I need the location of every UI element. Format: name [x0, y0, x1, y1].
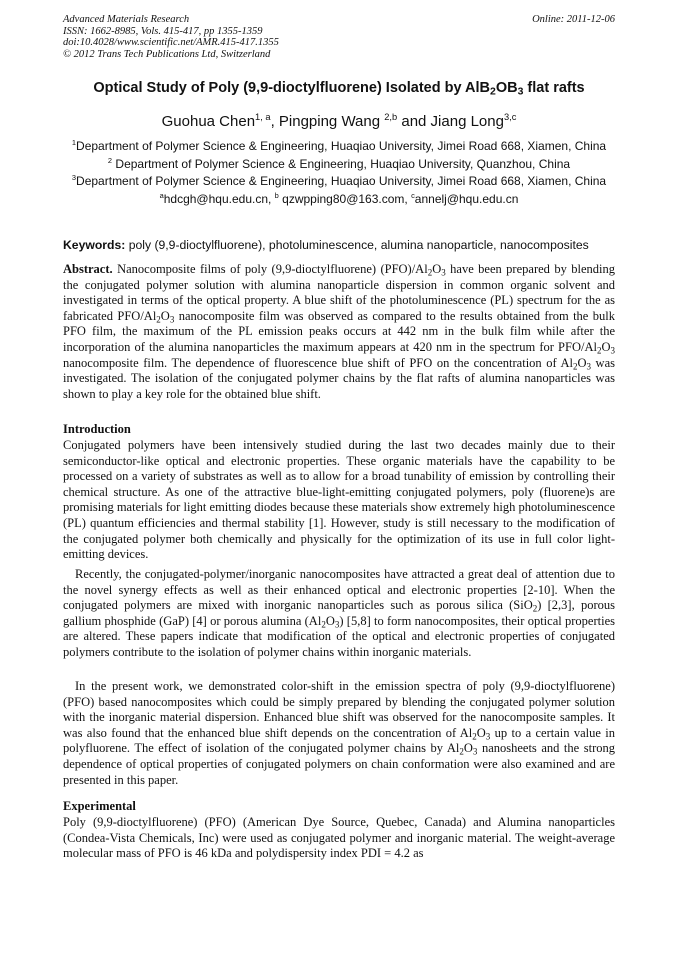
journal-header [63, 14, 615, 60]
affiliation-1: $^1$Department of Polymer Science & Engineering, Huaqiao University, Jimei Road 668, Xiamen, China [71, 138, 607, 153]
paper-title: Optical Study of Poly (9,9-dioctylfluorene) Isolated by $AlB_2OB_3$ flat rafts [93, 80, 585, 98]
issn-line: ISSN: 1662-8985, Vols. 415-417, pp 1355-1359 [63, 25, 263, 37]
abstract: Abstract. Nanocomposite films of poly (9,9-dioctylfluorene) $(PFO)/Al_2O_3$ have been prepared by blending the conjugated polymer solution with alumina nanoparticle dispersion in common organic solvent and investigated in terms of the optical property. A blue shift of the photoluminescence (PL) spectrum for the as fabricated PFO/$Al_2O_3$ nanocomposite film was observed as compared to the results obtained from the bulk PFO film, the maximum of the PL emission peaks occurs at 442 nm in the bulk film while after the incorporation of the alumina nanoparticles the maximum appears at 420 nm in the spectrum for PFO/$Al_2O_3$ nanocomposite film. The dependence of fluorescence blue shift of PFO on the concentration of $Al_2O_3$ was investigated. The isolation of the conjugated polymer chains by the flat rafts of alumina nanoparticles was shown to play a key role for the obtained blue shift. [63, 262, 615, 401]
affiliations [63, 136, 615, 206]
abstract-label: Abstract. [63, 262, 113, 276]
keywords [63, 238, 623, 252]
intro-paragraph-1: Conjugated polymers have been intensively studied during the last two decades mainly due to their semiconductor-like optical and electronic properties. These organic materials have the capability to be processed on a variety of substrates as well as to allow for a broad tunability of emission by controlling their chemical structure. As one of the attractive blue-light-emitting conjugated polymers, poly (fluorene)s are promising materials for light emitting diodes because these materials show extremely high photoluminescence (PL) quantum efficiencies and thermal stability [1]. However, study is still necessary to the modification of the conjugated polymer both chemically and physically for the optimization of its use in full color light-emitting devices. [63, 438, 615, 562]
intro-paragraph-3: In the present work, we demonstrated color-shift in the emission spectra of poly (9,9-dioctylfluorene) (PFO) based nanocomposites which could be simply prepared by blending the conjugated polymer solution with the inorganic material dispersion. Enhanced blue shift was observed for the nanocomposite samples. It was also found that the enhanced blue shift depends on the concentration of $Al_2O_3$ up to a certain value in polyfluorene. The effect of isolation of the conjugated polymer chains by $Al_2O_3$ nanosheets and the strong dependence of optical properties of conjugated polymers on chain conformation were also examined and are presented in this paper. [63, 679, 616, 787]
keywords-text: poly (9,9-dioctylfluorene), photoluminescence, alumina nanoparticle, nanocomposites [125, 238, 589, 252]
introduction-heading: Introduction [63, 422, 131, 436]
journal-name: Advanced Materials Research [63, 14, 190, 25]
keywords-label: Keywords: [63, 238, 126, 252]
experimental-paragraph-1: Poly (9,9-dioctylfluorene) (PFO) (American Dye Source, Quebec, Canada) and Alumina nanoparticles (Condea-Vista Chemicals, Inc) were used as conjugated polymer and inorganic material. The weight-average molecular mass of PFO is 46 kDa and polydispersity index PDI = 4.2 as [63, 815, 615, 861]
online-date: Online: 2011-12-06 [532, 14, 615, 25]
author-emails: $^a$hdcgh@hqu.edu.cn, $^b$ qzwpping80@163.com, $^c$annelj@hqu.edu.cn [159, 190, 519, 206]
affiliation-3: $^3$Department of Polymer Science & Engineering, Huaqiao University, Jimei Road 668, Xiamen, China [71, 173, 607, 189]
affiliation-2: $^2$ Department of Polymer Science & Engineering, Huaqiao University, Quanzhou, China [107, 155, 571, 171]
doi-line: doi:10.4028/www.scientific.net/AMR.415-417.1355 [63, 37, 279, 49]
intro-paragraph-2: Recently, the conjugated-polymer/inorganic nanocomposites have attracted a great deal of attention due to the novel synergy effects as well as their enhanced optical and electronic properties [2-10]. When the conjugated polymers are mixed with inorganic nanoparticles such as porous silica (SiO$_2$) [2,3], porous gallium phosphide (GaP) [4] or porous alumina $(Al_2O_3)$ [5,8] to form nanocomposites, their optical properties are altered. These papers indicate that modification of the optical and electronic properties of conjugated polymers contribute to the isolation of polymer chains within inorganic materials. [63, 567, 615, 659]
copyright-line: © 2012 Trans Tech Publications Ltd, Switzerland [63, 48, 271, 60]
experimental-heading: Experimental [63, 799, 136, 813]
author-list: Guohua Chen$^{1, a}$, Pingping Wang $^{2,b}$ and Jiang Long$^{3,c}$ [161, 112, 517, 130]
